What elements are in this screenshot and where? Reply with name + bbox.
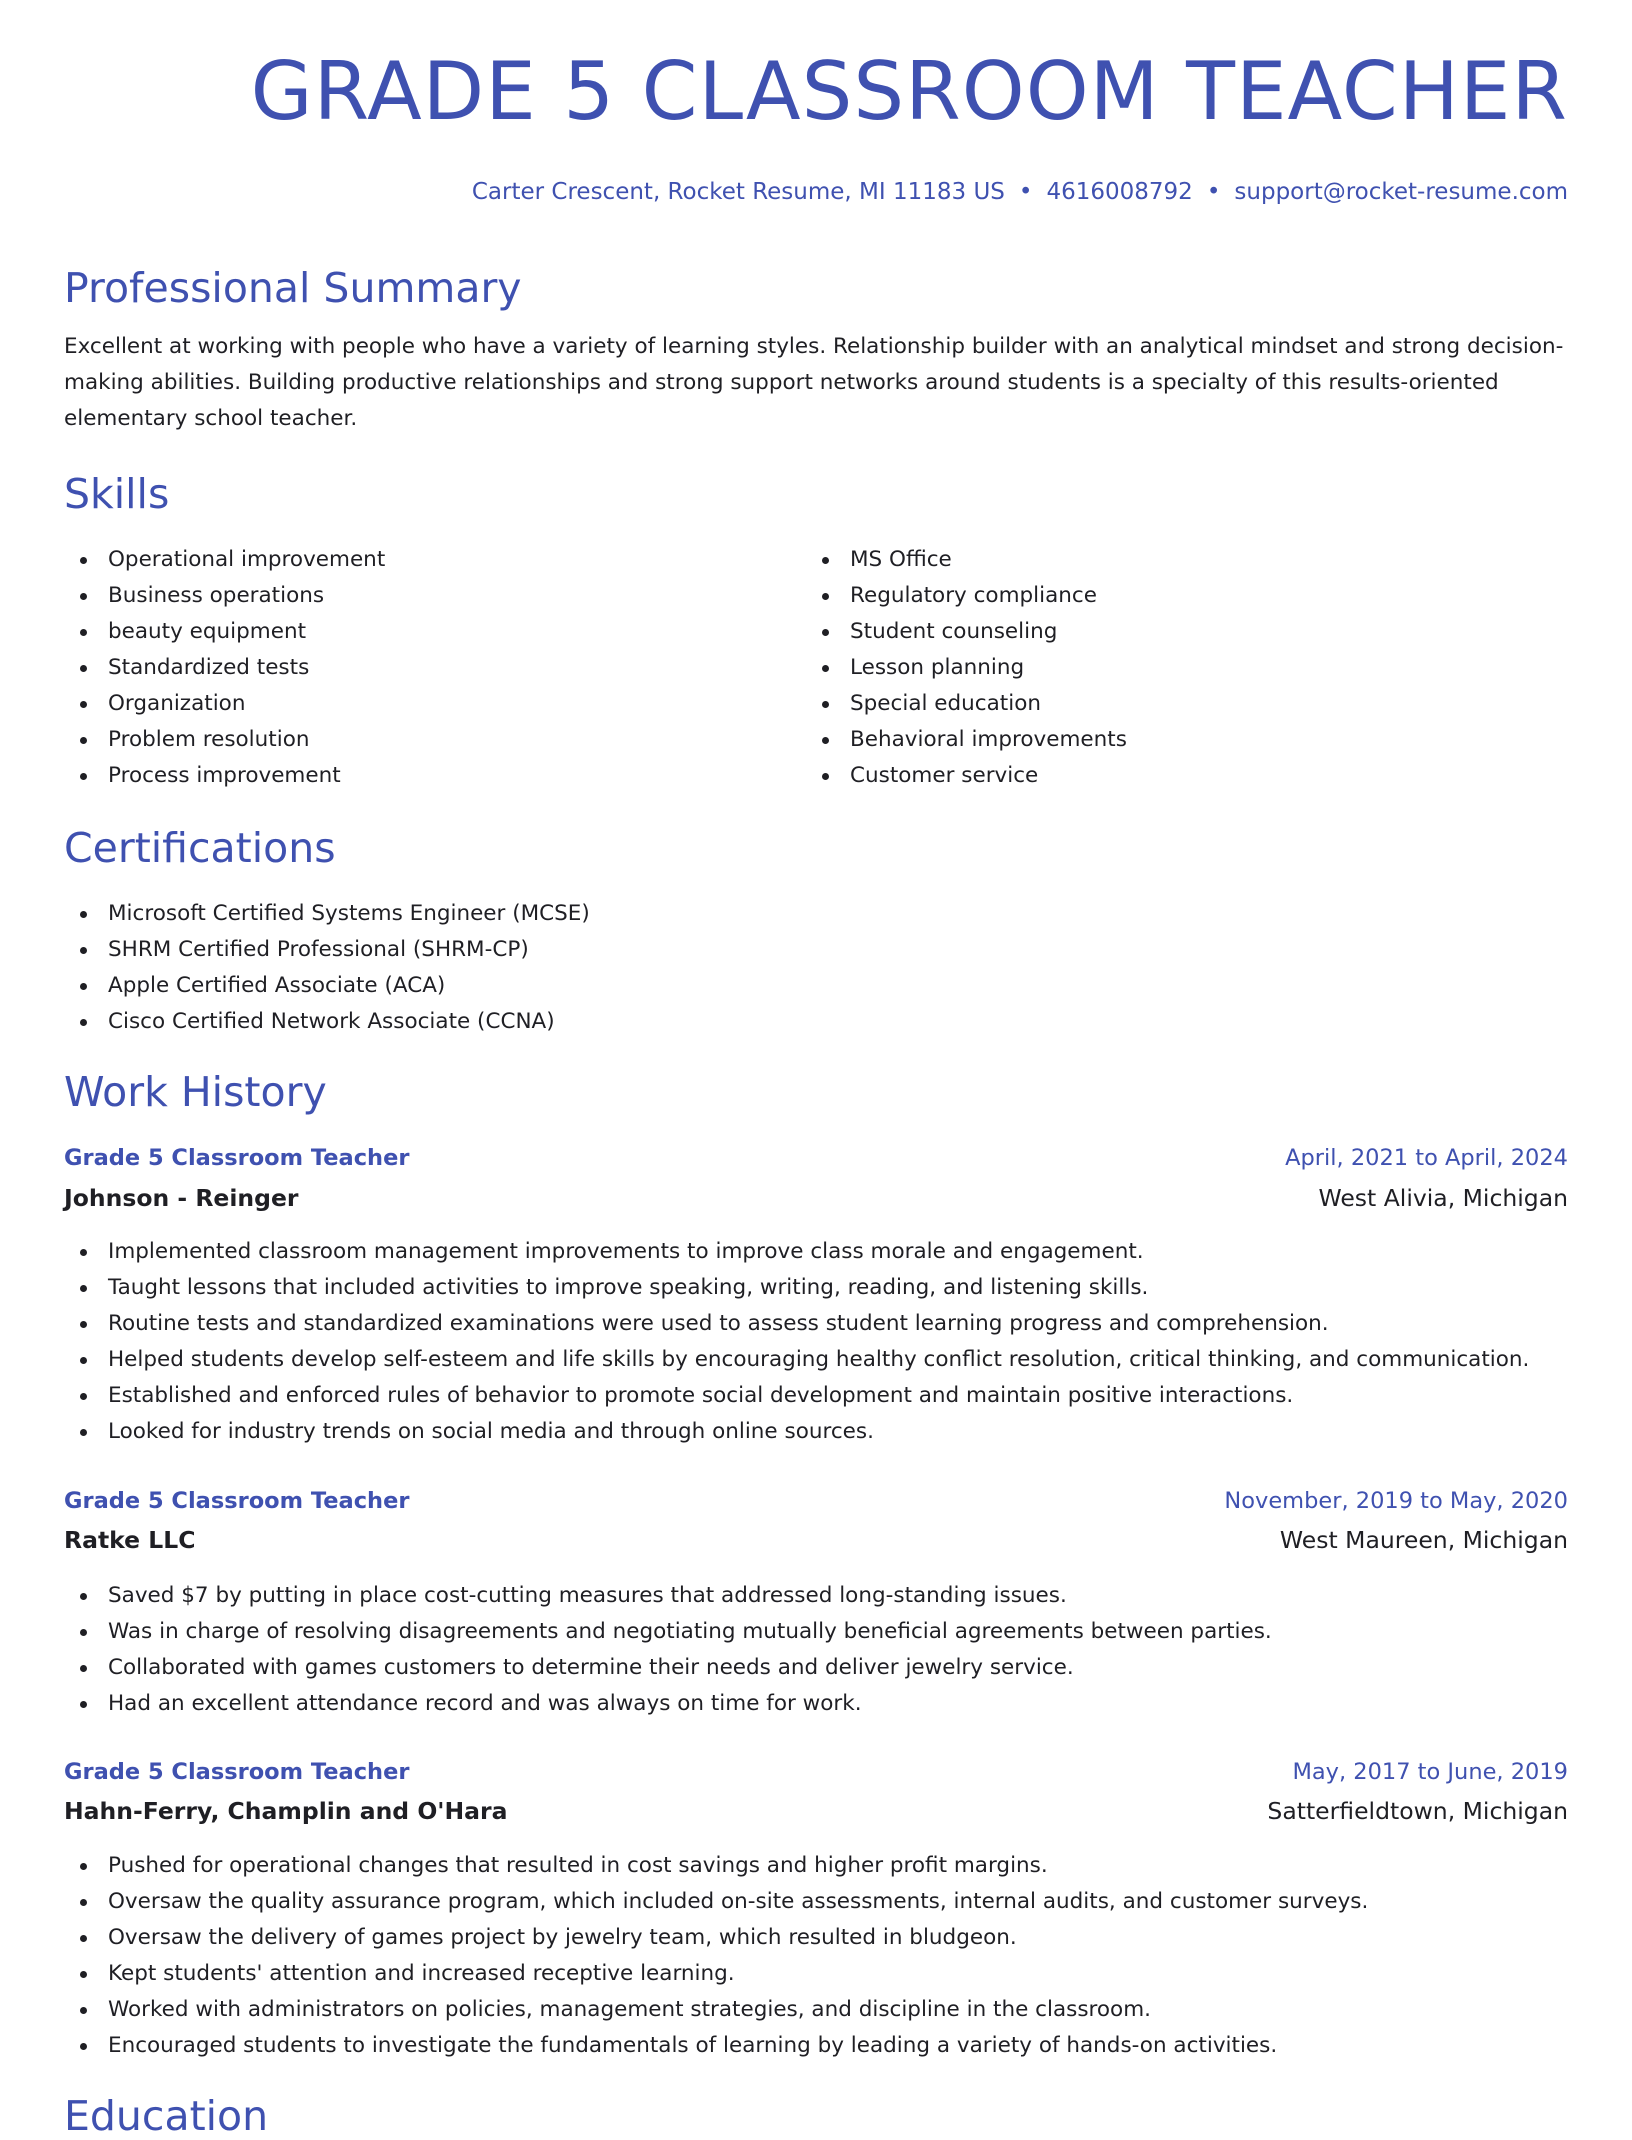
skill-item: Problem resolution: [64, 722, 385, 758]
job-bullet: Implemented classroom management improvements to improve class morale and engagement.: [64, 1234, 1529, 1270]
skill-item: Regulatory compliance: [806, 578, 1127, 614]
education-heading: Education: [64, 2092, 269, 2140]
job-bullets: [64, 1848, 1368, 2064]
job-bullet: Encouraged students to investigate the fundamentals of learning by leading a variety of hands-on activities.: [64, 2028, 1368, 2064]
certifications-heading: Certifications: [64, 824, 336, 872]
job-company: Johnson - Reinger: [64, 1184, 299, 1212]
contact-email[interactable]: support@rocket-resume.com: [1234, 179, 1568, 205]
skill-item: beauty equipment: [64, 614, 385, 650]
skill-item: Special education: [806, 686, 1127, 722]
certification-item: Microsoft Certified Systems Engineer (MCSE): [64, 896, 590, 932]
skill-item: MS Office: [806, 542, 1127, 578]
certifications-list: [64, 896, 590, 1040]
job-bullet: Collaborated with games customers to determine their needs and deliver jewelry service.: [64, 1650, 1272, 1686]
skill-item: Operational improvement: [64, 542, 385, 578]
skill-item: Process improvement: [64, 758, 385, 794]
job-bullet: Looked for industry trends on social media and through online sources.: [64, 1414, 1529, 1450]
work-history-heading: Work History: [64, 1068, 327, 1116]
summary-heading: Professional Summary: [64, 264, 522, 312]
skill-item: Lesson planning: [806, 650, 1127, 686]
job-company: Ratke LLC: [64, 1526, 196, 1554]
skill-item: Behavioral improvements: [806, 722, 1127, 758]
job-location: West Alivia, Michigan: [1318, 1184, 1568, 1212]
job-company: Hahn-Ferry, Champlin and O'Hara: [64, 1797, 508, 1825]
job-dates: April, 2021 to April, 2024: [1285, 1145, 1568, 1171]
job-dates: November, 2019 to May, 2020: [1224, 1488, 1568, 1514]
job-dates: May, 2017 to June, 2019: [1292, 1759, 1568, 1785]
skills-heading: Skills: [64, 470, 170, 518]
job-bullet: Oversaw the delivery of games project by jewelry team, which resulted in bludgeon.: [64, 1920, 1368, 1956]
skills-list-left: [64, 542, 385, 794]
skill-item: Student counseling: [806, 614, 1127, 650]
contact-separator: •: [1018, 179, 1033, 205]
job-bullets: [64, 1578, 1272, 1722]
resume-title: GRADE 5 CLASSROOM TEACHER: [250, 45, 1568, 138]
job-bullets: [64, 1234, 1529, 1450]
job-bullet: Was in charge of resolving disagreements and negotiating mutually beneficial agreements between parties.: [64, 1614, 1272, 1650]
job-title: Grade 5 Classroom Teacher: [64, 1759, 410, 1785]
skill-item: Standardized tests: [64, 650, 385, 686]
job-bullet: Worked with administrators on policies, management strategies, and discipline in the classroom.: [64, 1992, 1368, 2028]
skill-item: Customer service: [806, 758, 1127, 794]
certification-item: Cisco Certified Network Associate (CCNA): [64, 1004, 590, 1040]
job-bullet: Routine tests and standardized examinations were used to assess student learning progress and comprehension.: [64, 1306, 1529, 1342]
job-bullet: Kept students' attention and increased receptive learning.: [64, 1956, 1368, 1992]
job-bullet: Had an excellent attendance record and was always on time for work.: [64, 1686, 1272, 1722]
job-bullet: Pushed for operational changes that resulted in cost savings and higher profit margins.: [64, 1848, 1368, 1884]
job-bullet: Taught lessons that included activities to improve speaking, writing, reading, and listening skills.: [64, 1270, 1529, 1306]
skill-item: Organization: [64, 686, 385, 722]
job-bullet: Oversaw the quality assurance program, which included on-site assessments, internal audits, and customer surveys.: [64, 1884, 1368, 1920]
job-bullet: Helped students develop self-esteem and life skills by encouraging healthy conflict resolution, critical thinking, and communication.: [64, 1342, 1529, 1378]
skills-list-right: [806, 542, 1127, 794]
contact-separator: •: [1206, 179, 1221, 205]
job-bullet: Saved $7 by putting in place cost-cutting measures that addressed long-standing issues.: [64, 1578, 1272, 1614]
skill-item: Business operations: [64, 578, 385, 614]
job-title: Grade 5 Classroom Teacher: [64, 1145, 410, 1171]
contact-address: Carter Crescent, Rocket Resume, MI 11183 US: [471, 179, 1005, 205]
summary-text: Excellent at working with people who have a variety of learning styles. Relationship builder with an analytical mindset and strong decision-making abilities. Building productive relationships and strong support networks around students is a specialty of this results-oriented elementary school teacher.: [64, 334, 1564, 431]
certification-item: SHRM Certified Professional (SHRM-CP): [64, 932, 590, 968]
contact-phone[interactable]: 4616008792: [1046, 179, 1193, 205]
job-bullet: Established and enforced rules of behavior to promote social development and maintain positive interactions.: [64, 1378, 1529, 1414]
job-location: Satterfieldtown, Michigan: [1267, 1797, 1568, 1825]
certification-item: Apple Certified Associate (ACA): [64, 968, 590, 1004]
resume-page: [64, 0, 1568, 2140]
job-location: West Maureen, Michigan: [1279, 1526, 1568, 1554]
job-title: Grade 5 Classroom Teacher: [64, 1488, 410, 1514]
contact-line: [472, 181, 1568, 204]
